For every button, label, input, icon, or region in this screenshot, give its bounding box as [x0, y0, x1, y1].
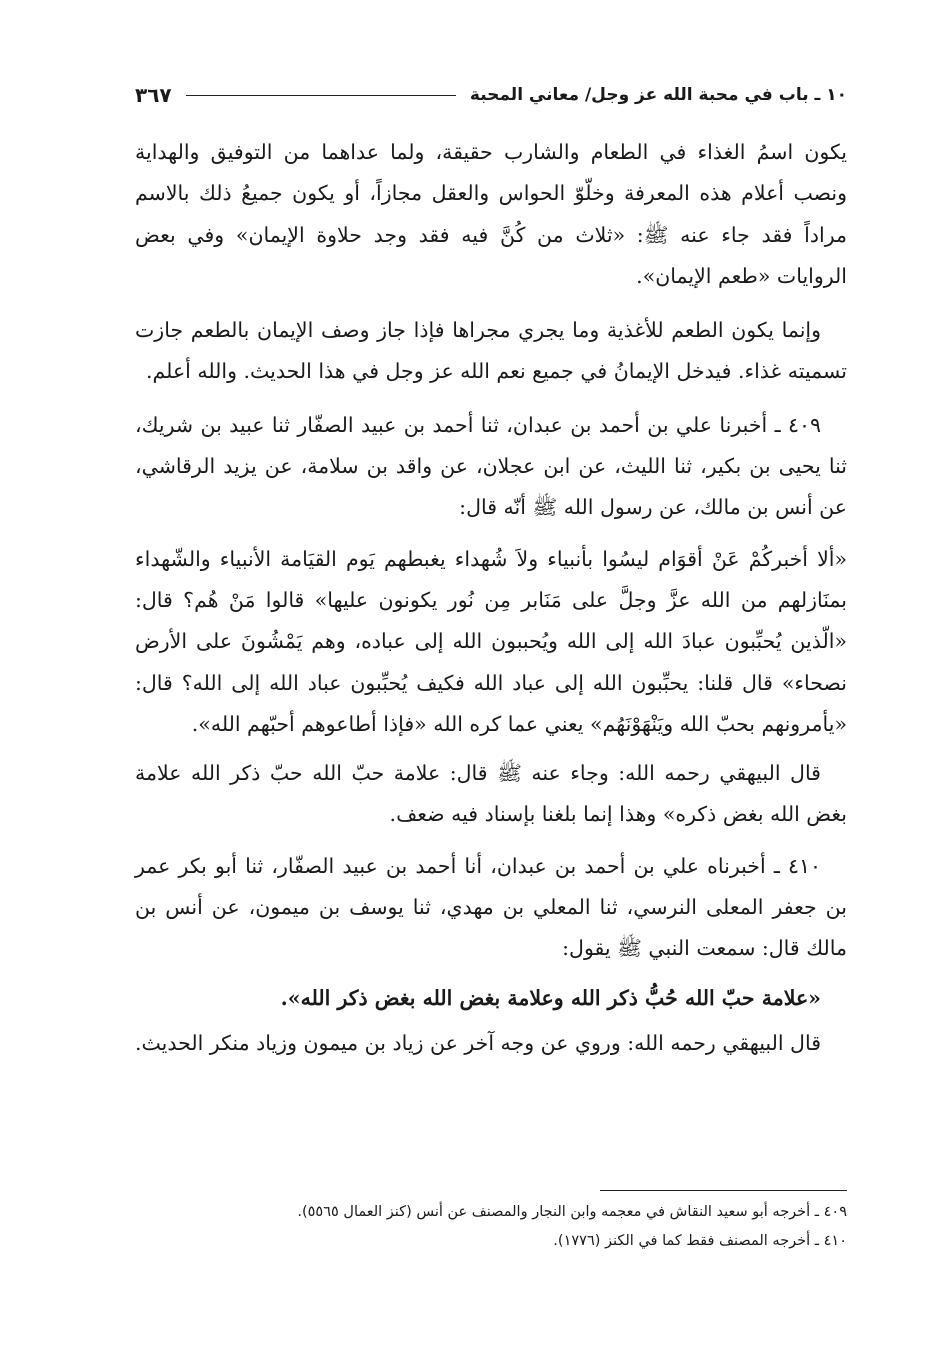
footnotes [135, 1198, 847, 1256]
hadith-410-isnad: ٤١٠ ـ أخبرناه علي بن أحمد بن عبدان، أنا أحمد بن عبيد الصفّار، ثنا أبو بكر عمر بن جعفر المعلى النرسي، ثنا المعلي بن مهدي، ثنا يوسف بن ميمون، عن أنس بن مالك قال: سمعت النبي ﷺ يقول: [135, 853, 847, 961]
footnote: ٤٠٩ ـ أخرجه أبو سعيد النقاش في معجمه وابن النجار والمصنف عن أنس (كنز العمال ٥٥٦٥). [297, 1204, 847, 1220]
running-header [135, 78, 847, 112]
chapter-title: ١٠ ـ باب في محبة الله عز وجل/ معاني المحبة [469, 85, 847, 105]
hadith-410-matn: «علامة حبّ الله حُبُّ ذكر الله وعلامة بغض الله بغض ذكر الله». [280, 985, 821, 1010]
paragraph: قال البيهقي رحمه الله: وروي عن وجه آخر عن زياد بن ميمون وزياد منكر الحديث. [134, 1030, 821, 1055]
footnote: ٤١٠ ـ أخرجه المصنف فقط كما في الكنز (١٧٧٦). [553, 1233, 847, 1249]
paragraph: وإنما يكون الطعم للأغذية وما يجري مجراها فإذا جاز وصف الإيمان بالطعم جازت تسميته غذاء. فيدخل الإيمانُ في جميع نعم الله عز وجل في هذا الحديث. والله أعلم. [135, 318, 847, 384]
main-text [135, 132, 847, 1064]
footnote-divider [600, 1190, 847, 1191]
page-number: ٣٦٧ [135, 83, 172, 107]
hadith-409-isnad: ٤٠٩ ـ أخبرنا علي بن أحمد بن عبدان، ثنا أحمد بن عبيد الصفّار ثنا عبيد بن شريك، ثنا يحيى بن بكير، ثنا الليث، عن ابن عجلان، عن واقد بن سلامة، عن يزيد الرقاشي، عن أنس بن مالك، عن رسول الله ﷺ أنّه قال: [135, 412, 847, 520]
hadith-409-matn: «ألا أخبركُمْ عَنْ أقوَام ليسُوا بأنبياء ولاَ شُهداء يغبطهم يَوم القيَامة الأنبياء والشّهداء بمنَازلهم من الله عزَّ وجلَّ على مَنَابر مِن نُور يكونون عليها» قالوا مَنْ هُم؟ قال: «الّذين يُحبِّبون عبادَ الله إلى الله ويُحببون الله إلى عباده، وهم يَمْشُونَ على الأرض نصحاء» قال قلنا: يحبِّبون الله إلى عباد الله فكيف يُحبِّبون عباد الله إلى الله؟ قال: «يأمرونهم بحبّ الله ويَنْهَوْنَهُم» يعني عما كره الله «فإذا أطاعوهم أحبّهم الله». [135, 546, 847, 736]
paragraph: قال البيهقي رحمه الله: وجاء عنه ﷺ قال: علامة حبّ الله حبّ ذكر الله علامة بغض الله بغض ذكره» وهذا إنما بلغنا بإسناد فيه ضعف. [135, 761, 847, 827]
paragraph: يكون اسمُ الغذاء في الطعام والشارب حقيقة، ولما عداهما من التوفيق والهداية ونصب أعلام هذه المعرفة وخلّوّ الحواس والعقل مجازاً، أو يكون جميعُ ذلك بالاسم مراداً فقد جاء عنه ﷺ: «ثلاث من كُنَّ فيه فقد وجد حلاوة الإيمان» وفي بعض الروايات «طعم الإيمان». [135, 140, 847, 288]
header-rule [186, 95, 456, 96]
